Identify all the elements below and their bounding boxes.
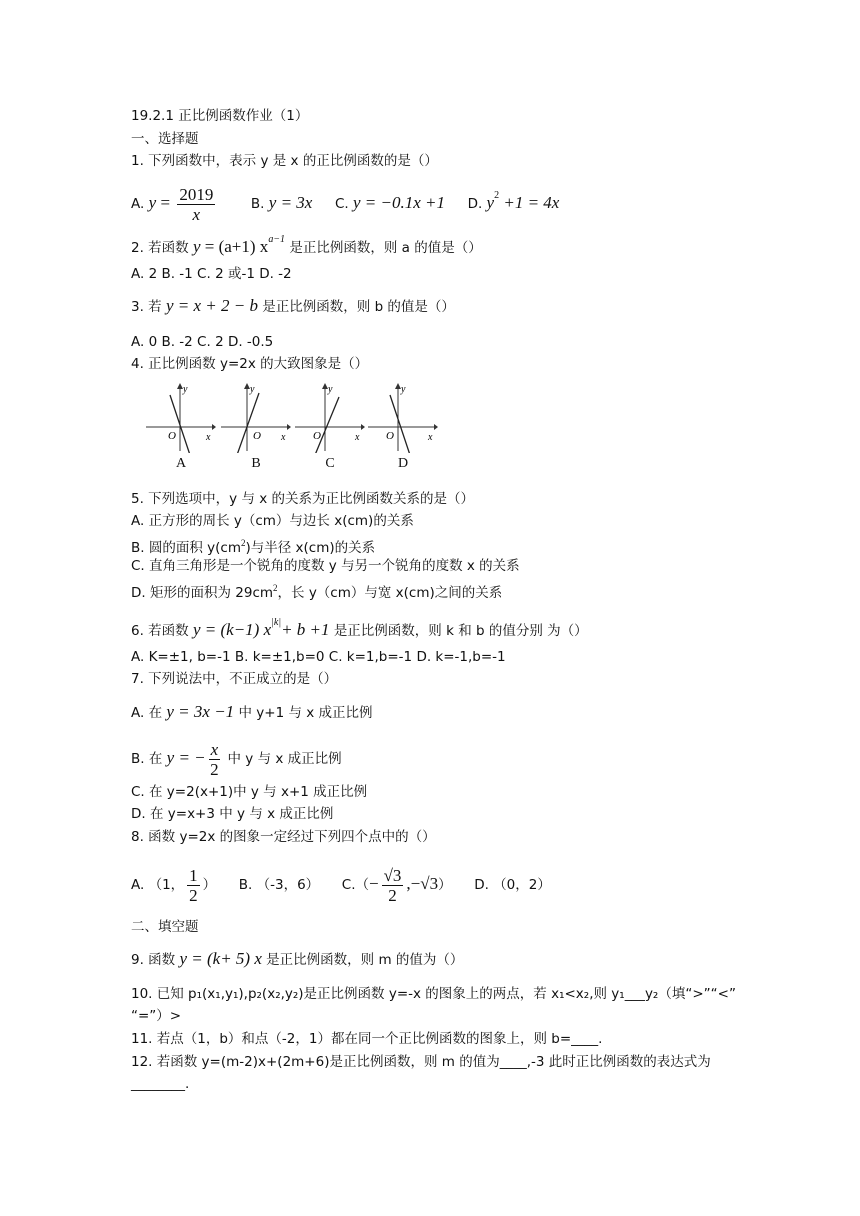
q1-option-c-label: C. [334, 196, 349, 212]
section-heading-choice: 一、选择题 [131, 131, 199, 147]
q7-option-b-suffix: 中 y 与 x 成正比例 [227, 751, 342, 767]
q7-option-b-math: y = − [166, 748, 206, 767]
q7-option-b-numerator: x [210, 739, 219, 759]
q1-option-a-eq: = [160, 193, 171, 212]
q4-graph-b [221, 383, 291, 475]
q4-graph-c-y-label: y [328, 384, 333, 395]
q8-option-d: D. （0，2） [474, 877, 551, 893]
q1-option-d-exponent: 2 [494, 190, 500, 201]
q6-math-body: y = (k−1) x [192, 620, 272, 639]
question-3-stem [131, 297, 455, 316]
q8-option-c-minus: − [368, 874, 379, 893]
q4-graph-d-y-label: y [401, 384, 406, 395]
q8-option-c-second: ,−√3 [406, 874, 439, 893]
q7-option-b-denominator: 2 [210, 759, 219, 779]
q1-option-d-math-y: y [486, 193, 495, 212]
question-1-stem: 1. 下列函数中，表示 y 是 x 的正比例函数的是（） [131, 153, 438, 169]
question-11: 11. 若点（1，b）和点（-2，1）都在同一个正比例函数的图象上，则 b=____. [131, 1031, 603, 1047]
q2-stem-prefix: 2. 若函数 [131, 240, 189, 256]
q1-option-d-math-rest: +1 = 4x [499, 193, 560, 212]
q4-graph-b-y-label: y [250, 384, 255, 395]
q7-option-b [131, 738, 342, 779]
q4-graph-a-y-label: y [183, 384, 188, 395]
q4-graph-a-origin: O [168, 430, 176, 442]
q9-math: y = (k+ 5) x [179, 949, 262, 968]
q9-stem-prefix: 9. 函数 [131, 952, 176, 968]
question-6-stem [131, 614, 588, 640]
q5-option-d-prefix: D. 矩形的面积为 29cm [131, 585, 274, 601]
q6-exponent: |k| [271, 617, 282, 628]
question-9-stem [131, 950, 463, 969]
q7-option-a-prefix: A. 在 [131, 705, 163, 721]
q4-graph-d-label: D [397, 456, 409, 471]
question-8-options [131, 862, 551, 907]
q6-stem-suffix: 是正比例函数，则 k 和 b 的值分别 为（） [333, 623, 588, 639]
q5-option-b-superscript: 2 [240, 538, 246, 548]
q8-option-a-prefix: A. （1， [131, 877, 185, 893]
q6-stem-prefix: 6. 若函数 [131, 623, 189, 639]
q7-option-d: D. 在 y=x+3 中 y 与 x 成正比例 [131, 806, 334, 822]
q5-option-d-superscript: 2 [273, 583, 278, 593]
q1-option-a-numerator: 2019 [179, 184, 214, 204]
q2-exponent: a−1 [268, 234, 286, 245]
question-10-line-2: “=”）> [131, 1008, 182, 1024]
q1-option-a-denominator: x [192, 204, 201, 224]
q8-option-c-denominator: 2 [388, 885, 397, 905]
question-12-line-1: 12. 若函数 y=(m-2)x+(2m+6)是正比例函数，则 m 的值为____,-3 此时正比例函数的表达式为 [131, 1054, 711, 1070]
q7-option-a-suffix: 中 y+1 与 x 成正比例 [238, 705, 373, 721]
q1-option-a-fraction [177, 185, 215, 224]
q8-option-a-suffix: ） [202, 877, 217, 893]
q1-option-a-label: A. [131, 196, 145, 212]
q2-math-body: = (a+1) x [200, 237, 269, 256]
q2-stem-suffix: 是正比例函数，则 a 的值是（） [289, 240, 482, 256]
q7-option-a [131, 703, 373, 722]
q5-option-d [131, 579, 502, 602]
q4-graph-c-origin: O [313, 430, 321, 442]
question-2-options: A. 2 B. -1 C. 2 或-1 D. -2 [131, 266, 292, 282]
q4-graph-c-x-label: x [355, 432, 360, 443]
q9-stem-suffix: 是正比例函数，则 m 的值为（） [266, 952, 464, 968]
q1-option-d-label: D. [467, 196, 483, 212]
question-7-stem: 7. 下列说法中，不正成立的是（） [131, 671, 338, 687]
q8-option-c-suffix: ） [438, 877, 452, 893]
q4-graph-a-label: A [175, 456, 187, 471]
question-3-options: A. 0 B. -2 C. 2 D. -0.5 [131, 334, 274, 350]
question-6-options: A. K=±1, b=-1 B. k=±1,b=0 C. k=1,b=-1 D. k=-1,b=-1 [131, 649, 506, 665]
question-1-options [131, 176, 559, 224]
question-12-line-2: ________. [131, 1076, 190, 1092]
q4-graph-d-origin: O [386, 430, 394, 442]
question-5-stem: 5. 下列选项中，y 与 x 的关系为正比例函数关系的是（） [131, 491, 475, 507]
q2-math-y: y [192, 237, 201, 256]
q1-option-c-math: y = −0.1x +1 [352, 193, 445, 212]
q7-option-b-fraction [209, 740, 221, 779]
q3-stem-suffix: 是正比例函数，则 b 的值是（） [262, 299, 455, 315]
section-heading-fill: 二、填空题 [131, 919, 199, 935]
q4-graph-b-label: B [251, 456, 261, 471]
question-8-stem: 8. 函数 y=2x 的图象一定经过下列四个点中的（） [131, 829, 436, 845]
q8-option-c-prefix: C.（ [341, 877, 369, 893]
q3-stem-prefix: 3. 若 [131, 299, 162, 315]
q4-graph-c-label: C [325, 456, 335, 471]
q4-graph-d [368, 383, 438, 475]
q4-graph-b-origin: O [253, 430, 261, 442]
q4-graph-c [295, 383, 365, 475]
q1-option-a-y: y [148, 193, 157, 212]
q4-graph-b-x-label: x [281, 432, 286, 443]
q8-option-c-numerator: √3 [383, 865, 402, 885]
q8-option-c-fraction [382, 866, 404, 905]
q8-option-a-denominator: 2 [189, 885, 198, 905]
q8-option-a-numerator: 1 [189, 865, 198, 885]
q5-option-b [131, 534, 375, 557]
q7-option-b-prefix: B. 在 [131, 751, 163, 767]
q3-math: y = x + 2 − b [165, 296, 258, 315]
q5-option-b-suffix: )与半径 x(cm)的关系 [245, 540, 376, 556]
question-10-line-1: 10. 已知 p₁(x₁,y₁),p₂(x₂,y₂)是正比例函数 y=-x 的图象上的两点，若 x₁<x₂,则 y₁___y₂（填“>”“<” [131, 986, 736, 1002]
q7-option-c: C. 在 y=2(x+1)中 y 与 x+1 成正比例 [131, 784, 368, 800]
q5-option-a: A. 正方形的周长 y（cm）与边长 x(cm)的关系 [131, 513, 414, 529]
q4-graph-a [146, 383, 216, 475]
q8-option-a-fraction [187, 866, 200, 905]
worksheet-title: 19.2.1 正比例函数作业（1） [131, 108, 309, 124]
q1-option-b-math: y = 3x [268, 193, 313, 212]
q1-option-b-label: B. [250, 196, 265, 212]
q8-option-b: B. （-3，6） [238, 877, 320, 893]
q5-option-c: C. 直角三角形是一个锐角的度数 y 与另一个锐角的度数 x 的关系 [131, 558, 520, 574]
q7-option-a-math: y = 3x −1 [166, 702, 235, 721]
q4-graph-d-x-label: x [428, 432, 433, 443]
q4-graph-options [146, 383, 442, 475]
question-4-stem: 4. 正比例函数 y=2x 的大致图象是（） [131, 356, 369, 372]
q5-option-d-suffix: ，长 y（cm）与宽 x(cm)之间的关系 [277, 585, 503, 601]
question-2-stem [131, 231, 482, 257]
q4-graph-a-x-label: x [206, 432, 211, 443]
q5-option-b-prefix: B. 圆的面积 y(cm [131, 540, 241, 556]
q6-math-tail: + b +1 [281, 620, 330, 639]
